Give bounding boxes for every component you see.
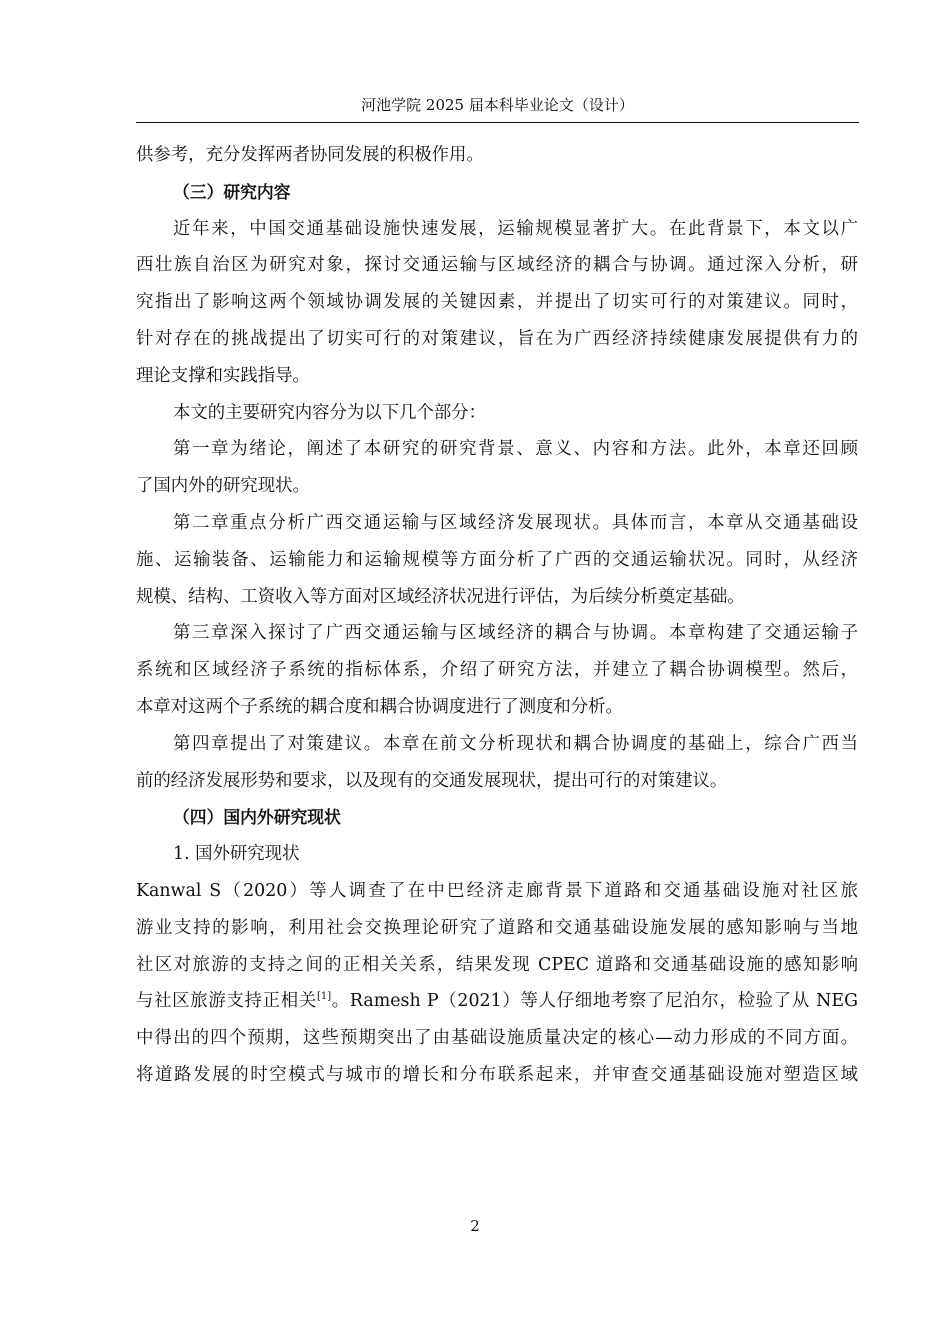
paragraph-line: Kanwal S（2020）等人调查了在中巴经济走廊背景下道路和交通基础设施对社区旅 xyxy=(136,880,858,901)
paragraph-line: 社区对旅游的支持之间的正相关关系，结果发现 CPEC 道路和交通基础设施的感知影响 xyxy=(136,954,858,975)
paragraph-line: 游业支持的影响，利用社会交换理论研究了道路和交通基础设施发展的感知影响与当地 xyxy=(136,917,858,938)
paragraph-line: 本章对这两个子系统的耦合度和耦合协调度进行了测度和分析。 xyxy=(136,696,623,717)
paragraph-line: 理论支撑和实践指导。 xyxy=(136,365,310,386)
paragraph-line: 究指出了影响这两个领域协调发展的关键因素，并提出了切实可行的对策建议。同时， xyxy=(136,292,858,313)
section-heading-research-content: （三）研究内容 xyxy=(173,181,291,202)
paragraph-line: 第一章为绪论，阐述了本研究的研究背景、意义、内容和方法。此外，本章还回顾 xyxy=(173,439,858,460)
paragraph-line: 中得出的四个预期，这些预期突出了由基础设施质量决定的核心—动力形成的不同方面。 xyxy=(136,1028,858,1049)
page-number: 2 xyxy=(470,1217,480,1235)
paragraph-line-part: 。Ramesh P（2021）等人仔细地考察了尼泊尔，检验了从 NEG xyxy=(331,991,858,1012)
paragraph-line: 系统和区域经济子系统的指标体系，介绍了研究方法，并建立了耦合协调模型。然后， xyxy=(136,660,858,681)
paragraph-line xyxy=(136,983,858,1020)
paragraph-line: 本文的主要研究内容分为以下几个部分： xyxy=(173,402,487,423)
paragraph-line: 针对存在的挑战提出了切实可行的对策建议，旨在为广西经济持续健康发展提供有力的 xyxy=(136,328,858,349)
citation-reference[interactable]: [1] xyxy=(316,991,332,1003)
paragraph-line: 第四章提出了对策建议。本章在前文分析现状和耦合协调度的基础上，综合广西当 xyxy=(173,733,858,754)
subsection-heading-foreign-research: 1. 国外研究现状 xyxy=(173,844,300,865)
paragraph-line: 施、运输装备、运输能力和运输规模等方面分析了广西的交通运输状况。同时，从经济 xyxy=(136,549,858,570)
body-text xyxy=(136,137,858,1094)
paragraph-line-part: 与社区旅游支持正相关 xyxy=(136,991,317,1012)
paragraph-line: 第二章重点分析广西交通运输与区域经济发展现状。具体而言，本章从交通基础设 xyxy=(173,512,858,533)
paragraph-line: 第三章深入探讨了广西交通运输与区域经济的耦合与协调。本章构建了交通运输子 xyxy=(173,623,858,644)
paragraph-line: 供参考，充分发挥两者协同发展的积极作用。 xyxy=(136,145,484,165)
paragraph-line: 近年来，中国交通基础设施快速发展，运输规模显著扩大。在此背景下，本文以广 xyxy=(173,218,858,239)
paragraph-line: 将道路发展的时空模式与城市的增长和分布联系起来，并审查交通基础设施对塑造区域 xyxy=(136,1064,858,1085)
paragraph-line: 前的经济发展形势和要求，以及现有的交通发展现状，提出可行的对策建议。 xyxy=(136,770,728,791)
paragraph-line: 西壮族自治区为研究对象，探讨交通运输与区域经济的耦合与协调。通过深入分析，研 xyxy=(136,255,858,276)
paragraph-line: 规模、结构、工资收入等方面对区域经济状况进行评估，为后续分析奠定基础。 xyxy=(136,586,745,607)
section-heading-research-status: （四）国内外研究现状 xyxy=(173,807,341,828)
paragraph-line: 了国内外的研究现状。 xyxy=(136,476,310,497)
running-header: 河池学院 2025 届本科毕业论文（设计） xyxy=(136,94,859,123)
